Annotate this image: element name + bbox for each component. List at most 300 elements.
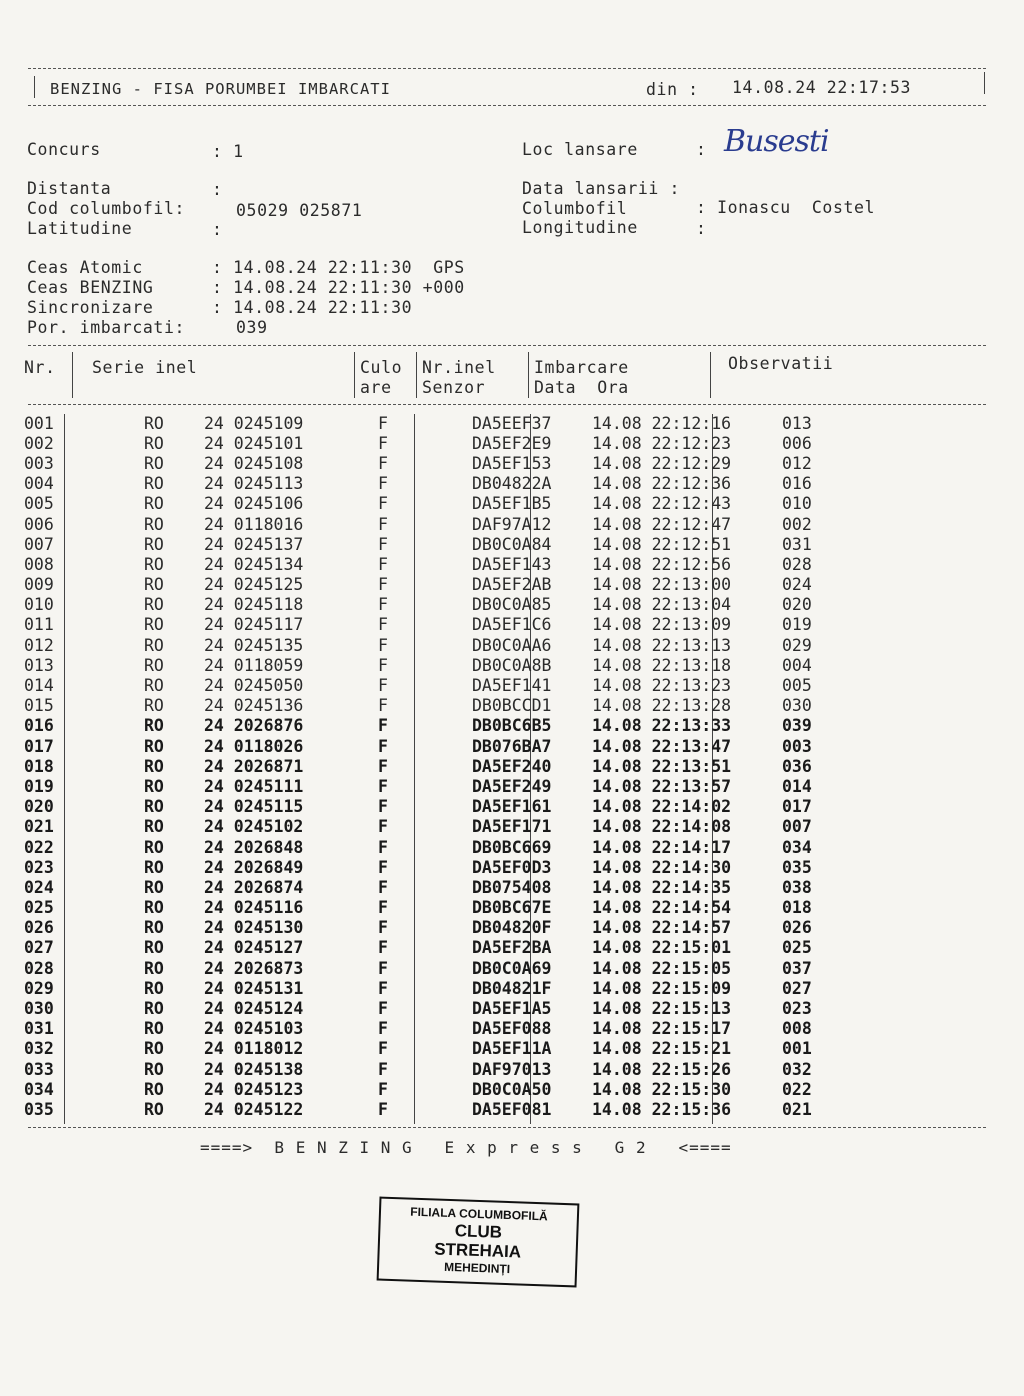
table-row	[24, 1059, 842, 1079]
header-left-edge	[34, 76, 35, 98]
row-boarding-datetime: 14.08 22:15:05	[592, 958, 732, 978]
row-observation: 027	[782, 978, 812, 998]
row-ring-serial: 24 0245130	[204, 918, 304, 938]
row-sex: F	[378, 857, 388, 877]
row-boarding-datetime: 14.08 22:15:21	[592, 1039, 732, 1059]
table-row	[24, 736, 842, 756]
row-country: RO	[144, 554, 164, 574]
row-ring-serial: 24 0245103	[204, 1019, 304, 1039]
row-ring-serial: 24 0118026	[204, 736, 304, 756]
row-color	[408, 978, 470, 998]
row-observation: 024	[782, 575, 812, 595]
row-observation: 002	[782, 514, 812, 534]
row-sex: F	[378, 716, 388, 736]
row-country: RO	[144, 776, 164, 796]
row-color	[408, 998, 470, 1018]
row-color	[408, 696, 470, 716]
row-color	[408, 615, 470, 635]
row-number: 032	[24, 1039, 54, 1059]
row-ring-serial: 24 0245115	[204, 797, 304, 817]
table-row	[24, 857, 842, 877]
row-sex: F	[378, 756, 388, 776]
row-sex: F	[378, 877, 388, 897]
row-boarding-datetime: 14.08 22:14:54	[592, 898, 732, 918]
row-number: 025	[24, 898, 54, 918]
row-color	[408, 635, 470, 655]
row-sex: F	[378, 575, 388, 595]
row-ring-serial: 24 0245122	[204, 1099, 304, 1119]
row-ring-serial: 24 0118012	[204, 1039, 304, 1059]
row-sex: F	[378, 615, 388, 635]
row-ring-serial: 24 0245116	[204, 898, 304, 918]
row-boarding-datetime: 14.08 22:15:30	[592, 1079, 732, 1099]
row-ring-serial: 24 2026874	[204, 877, 304, 897]
row-number: 023	[24, 857, 54, 877]
row-observation: 007	[782, 817, 812, 837]
row-ring-serial: 24 0118016	[204, 514, 304, 534]
row-sex: F	[378, 1059, 388, 1079]
row-sensor-ring: DA5EF240	[472, 756, 552, 776]
row-sex: F	[378, 655, 388, 675]
row-number: 008	[24, 554, 54, 574]
sincronizare-label: Sincronizare	[27, 298, 154, 317]
row-sex: F	[378, 898, 388, 918]
row-boarding-datetime: 14.08 22:14:30	[592, 857, 732, 877]
row-sex: F	[378, 433, 388, 453]
table-row	[24, 1099, 842, 1119]
row-number: 020	[24, 797, 54, 817]
table-row	[24, 635, 842, 655]
row-number: 005	[24, 494, 54, 514]
table-row	[24, 998, 842, 1018]
loc-lansare-label: Loc lansare	[522, 140, 638, 159]
row-color	[408, 675, 470, 695]
porumbei-imbarcati-value: 039	[236, 318, 268, 337]
row-color	[408, 433, 470, 453]
row-sensor-ring: DB04821F	[472, 978, 552, 998]
row-sensor-ring: DA5EF2E9	[472, 433, 552, 453]
table-row	[24, 514, 842, 534]
footer-banner: ====> B E N Z I N G E x p r e s s G 2 <====	[200, 1138, 732, 1157]
row-boarding-datetime: 14.08 22:13:13	[592, 635, 732, 655]
row-sensor-ring: DA5EF1C6	[472, 615, 552, 635]
row-number: 024	[24, 877, 54, 897]
row-sensor-ring: DA5EF161	[472, 797, 552, 817]
table-row	[24, 575, 842, 595]
table-row	[24, 494, 842, 514]
row-color	[408, 797, 470, 817]
row-sex: F	[378, 1039, 388, 1059]
row-sensor-ring: DB0BCCD1	[472, 696, 552, 716]
row-sensor-ring: DA5EF081	[472, 1099, 552, 1119]
row-boarding-datetime: 14.08 22:15:09	[592, 978, 732, 998]
row-sex: F	[378, 797, 388, 817]
table-row	[24, 756, 842, 776]
row-ring-serial: 24 2026876	[204, 716, 304, 736]
row-sensor-ring: DA5EF249	[472, 776, 552, 796]
row-number: 014	[24, 676, 54, 696]
row-boarding-datetime: 14.08 22:14:02	[592, 797, 732, 817]
row-observation: 020	[782, 595, 812, 615]
row-country: RO	[144, 736, 164, 756]
col-header-nrinel-1: Nr.inel	[422, 358, 496, 377]
row-sex: F	[378, 978, 388, 998]
header-right-edge	[984, 72, 985, 94]
row-observation: 018	[782, 898, 812, 918]
row-observation: 022	[782, 1079, 812, 1099]
row-sex: F	[378, 635, 388, 655]
row-number: 026	[24, 918, 54, 938]
row-number: 002	[24, 433, 54, 453]
row-number: 015	[24, 696, 54, 716]
document-title: BENZING - FISA PORUMBEI IMBARCATI	[50, 80, 391, 98]
row-boarding-datetime: 14.08 22:13:04	[592, 595, 732, 615]
col-divider-nr	[72, 352, 73, 398]
row-sensor-ring: DB0C0A84	[472, 534, 552, 554]
row-ring-serial: 24 0245108	[204, 453, 304, 473]
row-number: 029	[24, 978, 54, 998]
table-row	[24, 938, 842, 958]
row-boarding-datetime: 14.08 22:12:16	[592, 413, 732, 433]
row-country: RO	[144, 958, 164, 978]
row-sensor-ring: DA5EF171	[472, 817, 552, 837]
row-sex: F	[378, 999, 388, 1019]
row-boarding-datetime: 14.08 22:12:56	[592, 554, 732, 574]
row-ring-serial: 24 0245117	[204, 615, 304, 635]
row-sex: F	[378, 453, 388, 473]
row-country: RO	[144, 453, 164, 473]
row-observation: 029	[782, 635, 812, 655]
row-sensor-ring: DA5EF141	[472, 676, 552, 696]
row-sex: F	[378, 413, 388, 433]
club-stamp	[377, 1197, 580, 1288]
row-boarding-datetime: 14.08 22:13:57	[592, 776, 732, 796]
row-number: 017	[24, 736, 54, 756]
row-color	[408, 1099, 470, 1119]
row-number: 011	[24, 615, 54, 635]
ceas-benzing-label: Ceas BENZING	[27, 278, 154, 297]
row-number: 012	[24, 635, 54, 655]
row-ring-serial: 24 0118059	[204, 655, 304, 675]
row-number: 006	[24, 514, 54, 534]
row-number: 031	[24, 1019, 54, 1039]
row-color	[408, 837, 470, 857]
row-ring-serial: 24 0245050	[204, 676, 304, 696]
table-row	[24, 1019, 842, 1039]
row-number: 010	[24, 595, 54, 615]
row-ring-serial: 24 0245124	[204, 999, 304, 1019]
row-boarding-datetime: 14.08 22:12:36	[592, 474, 732, 494]
stamp-line-2: CLUB	[454, 1221, 503, 1242]
row-sex: F	[378, 676, 388, 696]
row-color	[408, 453, 470, 473]
table-row	[24, 958, 842, 978]
row-sex: F	[378, 1019, 388, 1039]
row-number: 027	[24, 938, 54, 958]
row-boarding-datetime: 14.08 22:15:01	[592, 938, 732, 958]
longitudine-sep: :	[696, 219, 707, 238]
row-ring-serial: 24 0245136	[204, 696, 304, 716]
row-ring-serial: 24 0245131	[204, 978, 304, 998]
row-country: RO	[144, 534, 164, 554]
row-boarding-datetime: 14.08 22:14:35	[592, 877, 732, 897]
row-number: 016	[24, 716, 54, 736]
row-color	[408, 1019, 470, 1039]
longitudine-label: Longitudine	[522, 218, 638, 237]
row-color	[408, 918, 470, 938]
col-divider-serie	[354, 352, 355, 398]
col-divider-nrinel	[528, 352, 529, 398]
row-color	[408, 494, 470, 514]
row-color	[408, 776, 470, 796]
row-color	[408, 534, 470, 554]
row-number: 018	[24, 756, 54, 776]
row-sex: F	[378, 817, 388, 837]
table-row	[24, 837, 842, 857]
table-row	[24, 978, 842, 998]
row-sensor-ring: DAF97A12	[472, 514, 552, 534]
row-sensor-ring: DA5EF143	[472, 554, 552, 574]
row-sensor-ring: DA5EF2AB	[472, 575, 552, 595]
sincronizare-value: : 14.08.24 22:11:30	[212, 298, 413, 317]
distanta-label: Distanta	[27, 179, 112, 198]
row-country: RO	[144, 635, 164, 655]
col-header-nrinel-2: Senzor	[422, 378, 486, 397]
row-sensor-ring: DA5EF2BA	[472, 938, 552, 958]
row-boarding-datetime: 14.08 22:13:28	[592, 696, 732, 716]
row-sensor-ring: DA5EF088	[472, 1019, 552, 1039]
header-bottom-rule	[28, 105, 986, 106]
row-observation: 008	[782, 1019, 812, 1039]
row-boarding-datetime: 14.08 22:14:08	[592, 817, 732, 837]
row-color	[408, 938, 470, 958]
row-color	[408, 1059, 470, 1079]
row-sex: F	[378, 1099, 388, 1119]
row-ring-serial: 24 0245125	[204, 575, 304, 595]
row-color	[408, 514, 470, 534]
row-country: RO	[144, 696, 164, 716]
row-sensor-ring: DB076BA7	[472, 736, 552, 756]
cod-columbofil-value: 05029 025871	[236, 201, 363, 220]
table-row	[24, 877, 842, 897]
row-color	[408, 958, 470, 978]
row-color	[408, 1079, 470, 1099]
row-sex: F	[378, 474, 388, 494]
table-row	[24, 615, 842, 635]
col-divider-imbarcare	[710, 352, 711, 398]
row-observation: 006	[782, 433, 812, 453]
table-row	[24, 453, 842, 473]
row-observation: 016	[782, 474, 812, 494]
table-row	[24, 433, 842, 453]
row-country: RO	[144, 898, 164, 918]
date-label: din :	[646, 80, 699, 99]
row-country: RO	[144, 918, 164, 938]
row-number: 007	[24, 534, 54, 554]
row-sensor-ring: DA5EF1A5	[472, 999, 552, 1019]
row-number: 009	[24, 575, 54, 595]
row-ring-serial: 24 0245135	[204, 635, 304, 655]
row-boarding-datetime: 14.08 22:13:18	[592, 655, 732, 675]
row-number: 003	[24, 453, 54, 473]
row-country: RO	[144, 514, 164, 534]
row-country: RO	[144, 817, 164, 837]
row-sex: F	[378, 938, 388, 958]
row-color	[408, 756, 470, 776]
row-observation: 023	[782, 999, 812, 1019]
row-observation: 034	[782, 837, 812, 857]
row-ring-serial: 24 0245109	[204, 413, 304, 433]
row-observation: 032	[782, 1059, 812, 1079]
col-header-serie: Serie inel	[92, 358, 198, 377]
row-number: 013	[24, 655, 54, 675]
row-observation: 014	[782, 776, 812, 796]
row-observation: 021	[782, 1099, 812, 1119]
row-sensor-ring: DA5EF11A	[472, 1039, 552, 1059]
col-header-culoare-1: Culo	[360, 358, 403, 377]
row-country: RO	[144, 1039, 164, 1059]
row-boarding-datetime: 14.08 22:12:47	[592, 514, 732, 534]
row-country: RO	[144, 494, 164, 514]
row-sex: F	[378, 837, 388, 857]
row-sensor-ring: DB04822A	[472, 474, 552, 494]
row-sex: F	[378, 1079, 388, 1099]
row-color	[408, 736, 470, 756]
row-observation: 004	[782, 655, 812, 675]
table-header-top-rule	[28, 345, 986, 346]
table-row	[24, 1079, 842, 1099]
row-boarding-datetime: 14.08 22:13:23	[592, 676, 732, 696]
row-country: RO	[144, 413, 164, 433]
row-sex: F	[378, 595, 388, 615]
col-header-culoare-2: are	[360, 378, 392, 397]
row-color	[408, 877, 470, 897]
row-color	[408, 575, 470, 595]
row-sex: F	[378, 554, 388, 574]
row-boarding-datetime: 14.08 22:15:36	[592, 1099, 732, 1119]
row-country: RO	[144, 999, 164, 1019]
row-boarding-datetime: 14.08 22:12:51	[592, 534, 732, 554]
row-number: 022	[24, 837, 54, 857]
row-sensor-ring: DA5EF153	[472, 453, 552, 473]
row-observation: 038	[782, 877, 812, 897]
table-row	[24, 655, 842, 675]
row-sensor-ring: DB075408	[472, 877, 552, 897]
col-header-observatii: Observatii	[728, 354, 834, 373]
row-country: RO	[144, 756, 164, 776]
row-number: 035	[24, 1099, 54, 1119]
row-country: RO	[144, 575, 164, 595]
table-row	[24, 797, 842, 817]
row-number: 028	[24, 958, 54, 978]
row-country: RO	[144, 474, 164, 494]
table-row	[24, 474, 842, 494]
data-lansarii-label: Data lansarii :	[522, 179, 681, 198]
row-observation: 005	[782, 676, 812, 696]
row-observation: 013	[782, 413, 812, 433]
header-top-rule	[28, 68, 986, 69]
row-observation: 036	[782, 756, 812, 776]
row-country: RO	[144, 837, 164, 857]
row-color	[408, 817, 470, 837]
row-sex: F	[378, 696, 388, 716]
row-number: 034	[24, 1079, 54, 1099]
handwritten-release-location: Busesti	[724, 124, 829, 159]
row-color	[408, 655, 470, 675]
row-boarding-datetime: 14.08 22:15:13	[592, 999, 732, 1019]
row-observation: 039	[782, 716, 812, 736]
row-boarding-datetime: 14.08 22:13:33	[592, 716, 732, 736]
row-country: RO	[144, 877, 164, 897]
row-boarding-datetime: 14.08 22:13:51	[592, 756, 732, 776]
row-ring-serial: 24 2026871	[204, 756, 304, 776]
row-color	[408, 474, 470, 494]
table-row	[24, 534, 842, 554]
pigeons-table	[24, 413, 842, 1120]
row-color	[408, 898, 470, 918]
table-row	[24, 554, 842, 574]
cod-columbofil-label: Cod columbofil:	[27, 199, 186, 218]
row-country: RO	[144, 797, 164, 817]
row-country: RO	[144, 615, 164, 635]
print-datetime: 14.08.24 22:17:53	[732, 78, 912, 97]
col-divider-culoare	[416, 352, 417, 398]
row-ring-serial: 24 2026848	[204, 837, 304, 857]
row-ring-serial: 24 2026849	[204, 857, 304, 877]
latitudine-sep: :	[212, 220, 223, 239]
row-country: RO	[144, 978, 164, 998]
row-country: RO	[144, 433, 164, 453]
row-observation: 010	[782, 494, 812, 514]
row-ring-serial: 24 0245101	[204, 433, 304, 453]
row-sensor-ring: DB0C0AA6	[472, 635, 552, 655]
distanta-sep: :	[212, 180, 223, 199]
row-observation: 035	[782, 857, 812, 877]
row-number: 030	[24, 999, 54, 1019]
row-number: 019	[24, 776, 54, 796]
stamp-line-3: STREHAIA	[433, 1239, 522, 1262]
columbofil-value: : Ionascu Costel	[696, 198, 876, 217]
stamp-line-1: FILIALA COLUMBOFILĂ	[410, 1204, 548, 1224]
row-country: RO	[144, 676, 164, 696]
row-sex: F	[378, 514, 388, 534]
row-sensor-ring: DB0BC67E	[472, 898, 552, 918]
row-observation: 025	[782, 938, 812, 958]
ceas-benzing-value: : 14.08.24 22:11:30 +000	[212, 278, 465, 297]
row-sex: F	[378, 534, 388, 554]
row-sensor-ring: DB0C0A50	[472, 1079, 552, 1099]
row-color	[408, 554, 470, 574]
row-sensor-ring: DB0C0A69	[472, 958, 552, 978]
table-row	[24, 595, 842, 615]
row-country: RO	[144, 938, 164, 958]
row-ring-serial: 24 0245127	[204, 938, 304, 958]
table-row	[24, 1039, 842, 1059]
row-ring-serial: 24 0245137	[204, 534, 304, 554]
col-header-imbarcare-1: Imbarcare	[534, 358, 629, 377]
row-country: RO	[144, 716, 164, 736]
row-color	[408, 413, 470, 433]
row-sensor-ring: DB0BC6B5	[472, 716, 552, 736]
row-sensor-ring: DB0BC669	[472, 837, 552, 857]
row-boarding-datetime: 14.08 22:12:23	[592, 433, 732, 453]
row-ring-serial: 24 2026873	[204, 958, 304, 978]
row-observation: 030	[782, 696, 812, 716]
col-header-imbarcare-2: Data Ora	[534, 378, 629, 397]
row-sex: F	[378, 494, 388, 514]
row-color	[408, 857, 470, 877]
row-boarding-datetime: 14.08 22:14:57	[592, 918, 732, 938]
